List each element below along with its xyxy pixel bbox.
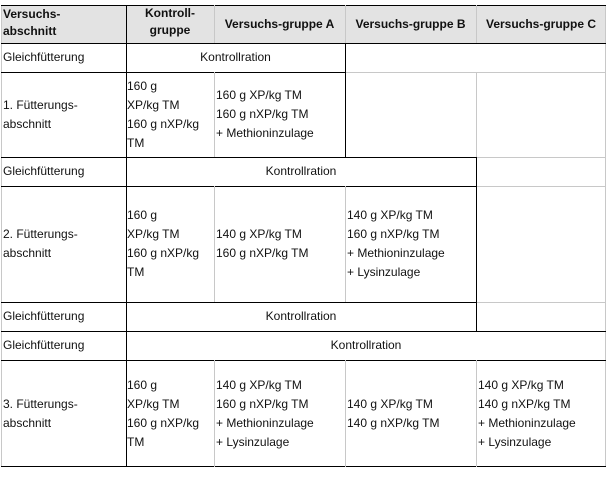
cell-line: XP/kg TM (127, 396, 180, 411)
row-label-gleichfuetterung-2: Gleichfütterung (3, 164, 85, 178)
row-label-phase-1 (1, 72, 126, 157)
phase2-gruppe-b-cell (345, 186, 476, 302)
border-right (605, 5, 606, 467)
border-left (1, 5, 2, 467)
header-cell-gruppe-c: Versuchs-gruppe C (476, 5, 606, 43)
cell-line: + Methioninzulage (478, 415, 576, 430)
cell-line: 140 g XP/kg TM (478, 377, 564, 392)
row2-bottom-line-gray (476, 157, 606, 158)
cell-line: 160 g nXP/kg (127, 246, 200, 260)
row-label-line: 1. Fütterungs- (3, 97, 78, 112)
row6-bottom-line (1, 360, 606, 361)
cell-line: XP/kg TM (127, 97, 180, 112)
cell-line: + Methioninzulage (347, 246, 445, 260)
vline-row7-a-b (345, 360, 346, 467)
cell-line: TM (127, 135, 145, 150)
row-label-gleichfuetterung-4: Gleichfütterung (3, 338, 85, 352)
cell-line: 160 g XP/kg TM (216, 88, 302, 102)
cell-line: 160 g nXP/kg TM (216, 396, 309, 411)
phase3-kontroll-cell (126, 360, 214, 467)
row-label-line: abschnitt (3, 116, 52, 131)
cell-line: TM (127, 265, 145, 279)
vline-row4-kontroll-a (214, 186, 215, 302)
header-text-line: Versuchs- (3, 7, 61, 21)
vline-row2-a-b (345, 72, 346, 157)
vline-row2-kontroll-a (214, 72, 215, 157)
merged-kontrollration-4: Kontrollration (330, 338, 402, 352)
cell-line: 160 g (127, 78, 158, 93)
vline-label-kontroll (126, 5, 127, 467)
phase3-gruppe-c-cell (476, 360, 606, 467)
border-top (1, 5, 606, 6)
header-cell-kontrollgruppe (126, 5, 214, 43)
phase1-gruppe-a-cell (214, 72, 345, 157)
row5-bottom-line (1, 331, 606, 332)
cell-line: 140 g XP/kg TM (216, 377, 302, 392)
vline-row2-b-c (476, 72, 477, 157)
cell-line: 160 g nXP/kg TM (216, 246, 309, 260)
cell-line: 140 g XP/kg TM (216, 227, 302, 241)
merged-kontrollration-3: Kontrollration (265, 309, 337, 323)
merged-kontrollration-2: Kontrollration (265, 164, 337, 178)
phase3-gruppe-b-cell (345, 360, 476, 467)
vline-row4-b-c (476, 186, 477, 302)
cell-line: TM (127, 434, 145, 449)
cell-line: 140 g XP/kg TM (347, 396, 433, 411)
cell-line: 160 g nXP/kg TM (216, 107, 309, 121)
header-text-line: abschnitt (3, 24, 57, 38)
cell-line: 160 g nXP/kg TM (347, 227, 440, 241)
row2-bottom-line (1, 157, 476, 158)
merged-kontrollration-1: Kontrollration (200, 50, 271, 64)
vline-row3-merged-end (476, 157, 477, 186)
header-cell-versuchsabschnitt (1, 5, 126, 43)
header-cell-gruppe-b: Versuchs-gruppe B (345, 5, 476, 43)
cell-line: 140 g XP/kg TM (347, 208, 433, 222)
row3-bottom-line (1, 186, 476, 187)
row1-bottom-line (1, 72, 345, 73)
cell-line: + Lysinzulage (347, 265, 421, 279)
cell-line: 160 g nXP/kg (127, 415, 200, 430)
row-label-phase-3 (1, 360, 126, 467)
row-label-line: abschnitt (3, 415, 52, 430)
row-label-line: 3. Fütterungs- (3, 396, 78, 411)
phase2-gruppe-a-cell (214, 186, 345, 302)
cell-line: 140 g nXP/kg TM (478, 396, 571, 411)
row4-bottom-line-gray (476, 302, 606, 303)
phase1-kontroll-cell (126, 72, 214, 157)
cell-line: + Lysinzulage (216, 434, 290, 449)
row-label-gleichfuetterung-3: Gleichfütterung (3, 309, 85, 323)
row3-bottom-line-gray (476, 186, 606, 187)
row-label-line: 2. Fütterungs- (3, 227, 78, 241)
vline-row4-a-b (345, 186, 346, 302)
cell-line: + Lysinzulage (478, 434, 552, 449)
vline-header-kontroll-a (214, 5, 215, 43)
row-label-line: abschnitt (3, 246, 52, 260)
cell-line: + Methioninzulage (216, 415, 314, 430)
cell-line: XP/kg TM (127, 227, 180, 241)
row-label-gleichfuetterung-1: Gleichfütterung (3, 50, 85, 64)
vline-row1-merged-end (345, 43, 346, 72)
header-cell-gruppe-a: Versuchs-gruppe A (214, 5, 345, 43)
row-label-phase-2 (1, 186, 126, 302)
cell-line: 140 g nXP/kg TM (347, 415, 440, 430)
vline-header-b-c (476, 5, 477, 43)
row4-bottom-line (1, 302, 476, 303)
feeding-trial-table (1, 5, 606, 467)
header-text-line: Kontroll- (145, 6, 195, 20)
border-bottom (1, 466, 606, 467)
cell-line: 160 g (127, 208, 158, 222)
cell-line: 160 g (127, 377, 158, 392)
cell-line: 160 g nXP/kg (127, 116, 200, 131)
phase3-gruppe-a-cell (214, 360, 345, 467)
phase2-kontroll-cell (126, 186, 214, 302)
vline-header-a-b (345, 5, 346, 43)
header-bottom-line (1, 43, 606, 44)
vline-row7-kontroll-a (214, 360, 215, 467)
header-text-line: gruppe (149, 23, 191, 37)
cell-line: + Methioninzulage (216, 126, 314, 140)
vline-row5-merged-end (476, 302, 477, 331)
vline-row7-b-c (476, 360, 477, 467)
